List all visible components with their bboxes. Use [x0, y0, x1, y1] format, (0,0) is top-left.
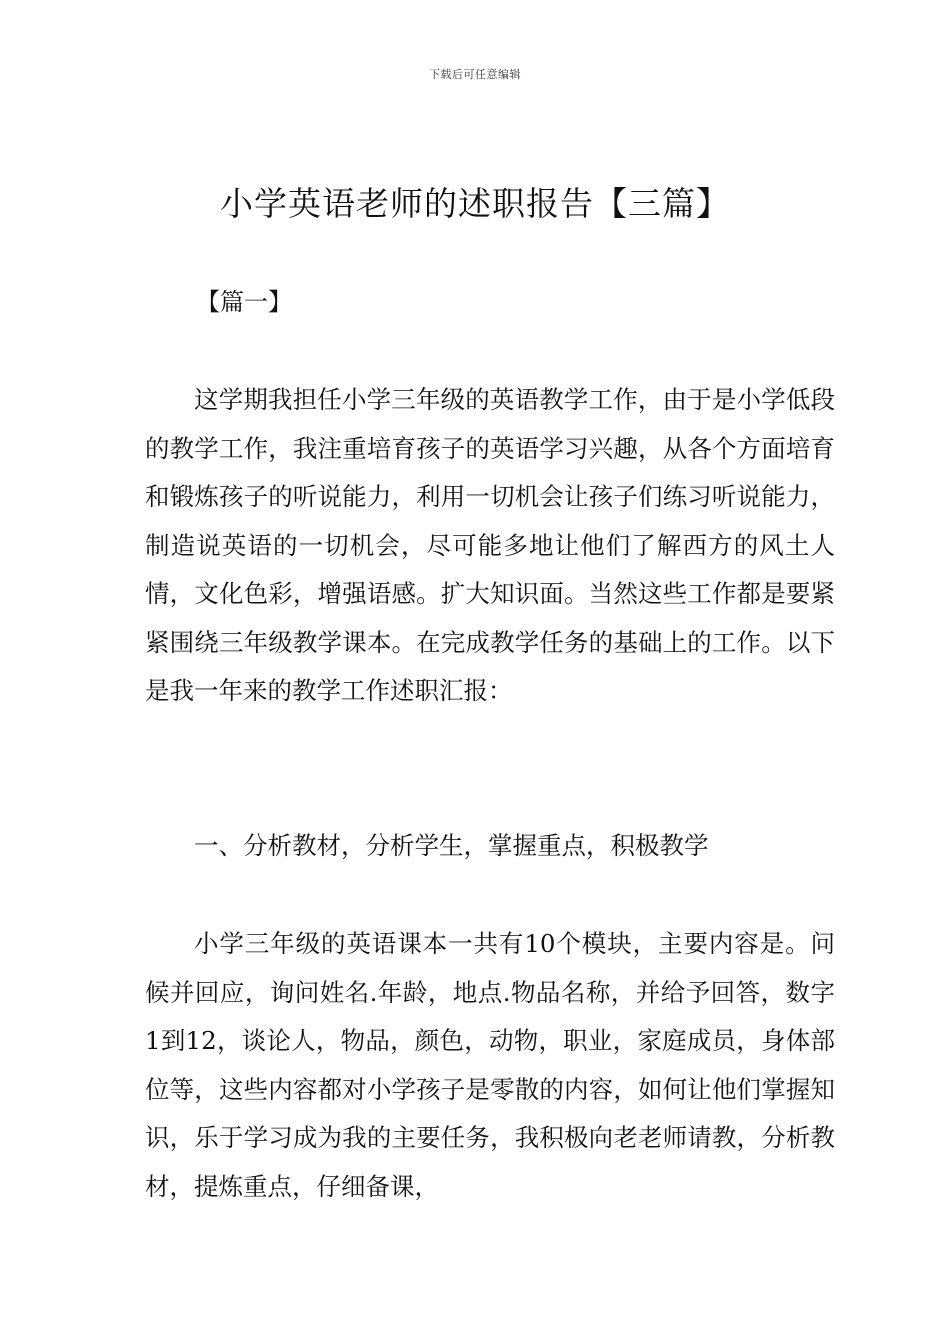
body-section: [145, 920, 835, 1211]
intro-paragraph: 这学期我担任小学三年级的英语教学工作，由于是小学低段的教学工作，我注重培育孩子的英语学习兴趣，从各个方面培育和锻炼孩子的听说能力，利用一切机会让孩子们练习听说能力，制造说英语的一切机会，尽可能多地让他们了解西方的风土人情，文化色彩，增强语感。扩大知识面。当然这些工作都是要紧紧围绕三年级教学课本。在完成教学任务的基础上的工作。以下是我一年来的教学工作述职汇报：: [145, 385, 835, 705]
document-title: 小学英语老师的述职报告【三篇】: [220, 184, 730, 223]
body-paragraph: 小学三年级的英语课本一共有10个模块，主要内容是。问候并回应，询问姓名.年龄，地点.物品名称，并给予回答，数字1到12，谈论人，物品，颜色，动物，职业，家庭成员，身体部位等，这些内容都对小学孩子是零散的内容，如何让他们掌握知识，乐于学习成为我的主要任务，我积极向老老师请教，分析教材，提炼重点，仔细备课，: [145, 929, 835, 1201]
header-note: 下载后可任意编辑: [429, 68, 521, 81]
section-label: 【篇一】: [196, 288, 292, 316]
intro-section: [145, 376, 835, 716]
heading-section: [145, 822, 835, 871]
section-heading: 一、分析教材，分析学生，掌握重点，积极教学: [194, 831, 709, 860]
